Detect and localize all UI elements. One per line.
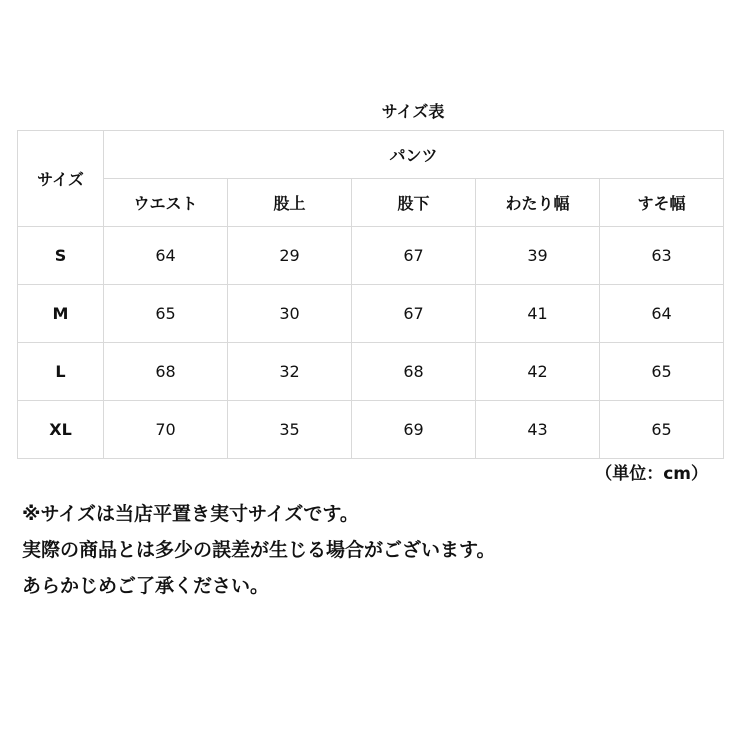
table-cell: 64 bbox=[600, 285, 724, 343]
column-header-thigh: わたり幅 bbox=[476, 179, 600, 227]
column-header-inseam: 股下 bbox=[352, 179, 476, 227]
table-cell: 70 bbox=[104, 401, 228, 459]
table-cell: 39 bbox=[476, 227, 600, 285]
note-line: あらかじめご了承ください。 bbox=[22, 575, 270, 597]
column-header-hem: すそ幅 bbox=[600, 179, 724, 227]
table-cell: 30 bbox=[228, 285, 352, 343]
table-title: サイズ表 bbox=[381, 102, 445, 121]
table-cell: 69 bbox=[352, 401, 476, 459]
table-cell: 41 bbox=[476, 285, 600, 343]
table-cell: 67 bbox=[352, 227, 476, 285]
table-row bbox=[18, 227, 724, 285]
table-row bbox=[18, 401, 724, 459]
table-cell: 29 bbox=[228, 227, 352, 285]
table-cell: 68 bbox=[104, 343, 228, 401]
row-size-label: XL bbox=[18, 401, 104, 459]
table-row bbox=[18, 285, 724, 343]
table-cell: 42 bbox=[476, 343, 600, 401]
notes bbox=[22, 496, 495, 604]
row-size-label: L bbox=[18, 343, 104, 401]
header-row-group bbox=[18, 131, 724, 179]
note-line: ※サイズは当店平置き実寸サイズです。 bbox=[22, 503, 359, 525]
table-row bbox=[18, 343, 724, 401]
table-cell: 43 bbox=[476, 401, 600, 459]
table-cell: 63 bbox=[600, 227, 724, 285]
table-cell: 35 bbox=[228, 401, 352, 459]
table-cell: 32 bbox=[228, 343, 352, 401]
table-cell: 65 bbox=[104, 285, 228, 343]
row-size-label: M bbox=[18, 285, 104, 343]
pants-group-header: パンツ bbox=[104, 131, 724, 179]
size-column-header: サイズ bbox=[18, 131, 104, 227]
note-line: 実際の商品とは多少の誤差が生じる場合がございます。 bbox=[22, 539, 496, 561]
column-header-waist: ウエスト bbox=[104, 179, 228, 227]
unit-label: （単位：cm） bbox=[595, 464, 708, 484]
size-table bbox=[17, 130, 724, 459]
table-cell: 65 bbox=[600, 343, 724, 401]
column-header-rise: 股上 bbox=[228, 179, 352, 227]
table-cell: 67 bbox=[352, 285, 476, 343]
row-size-label: S bbox=[18, 227, 104, 285]
table-cell: 65 bbox=[600, 401, 724, 459]
header-row-columns bbox=[18, 179, 724, 227]
table-cell: 68 bbox=[352, 343, 476, 401]
table-cell: 64 bbox=[104, 227, 228, 285]
